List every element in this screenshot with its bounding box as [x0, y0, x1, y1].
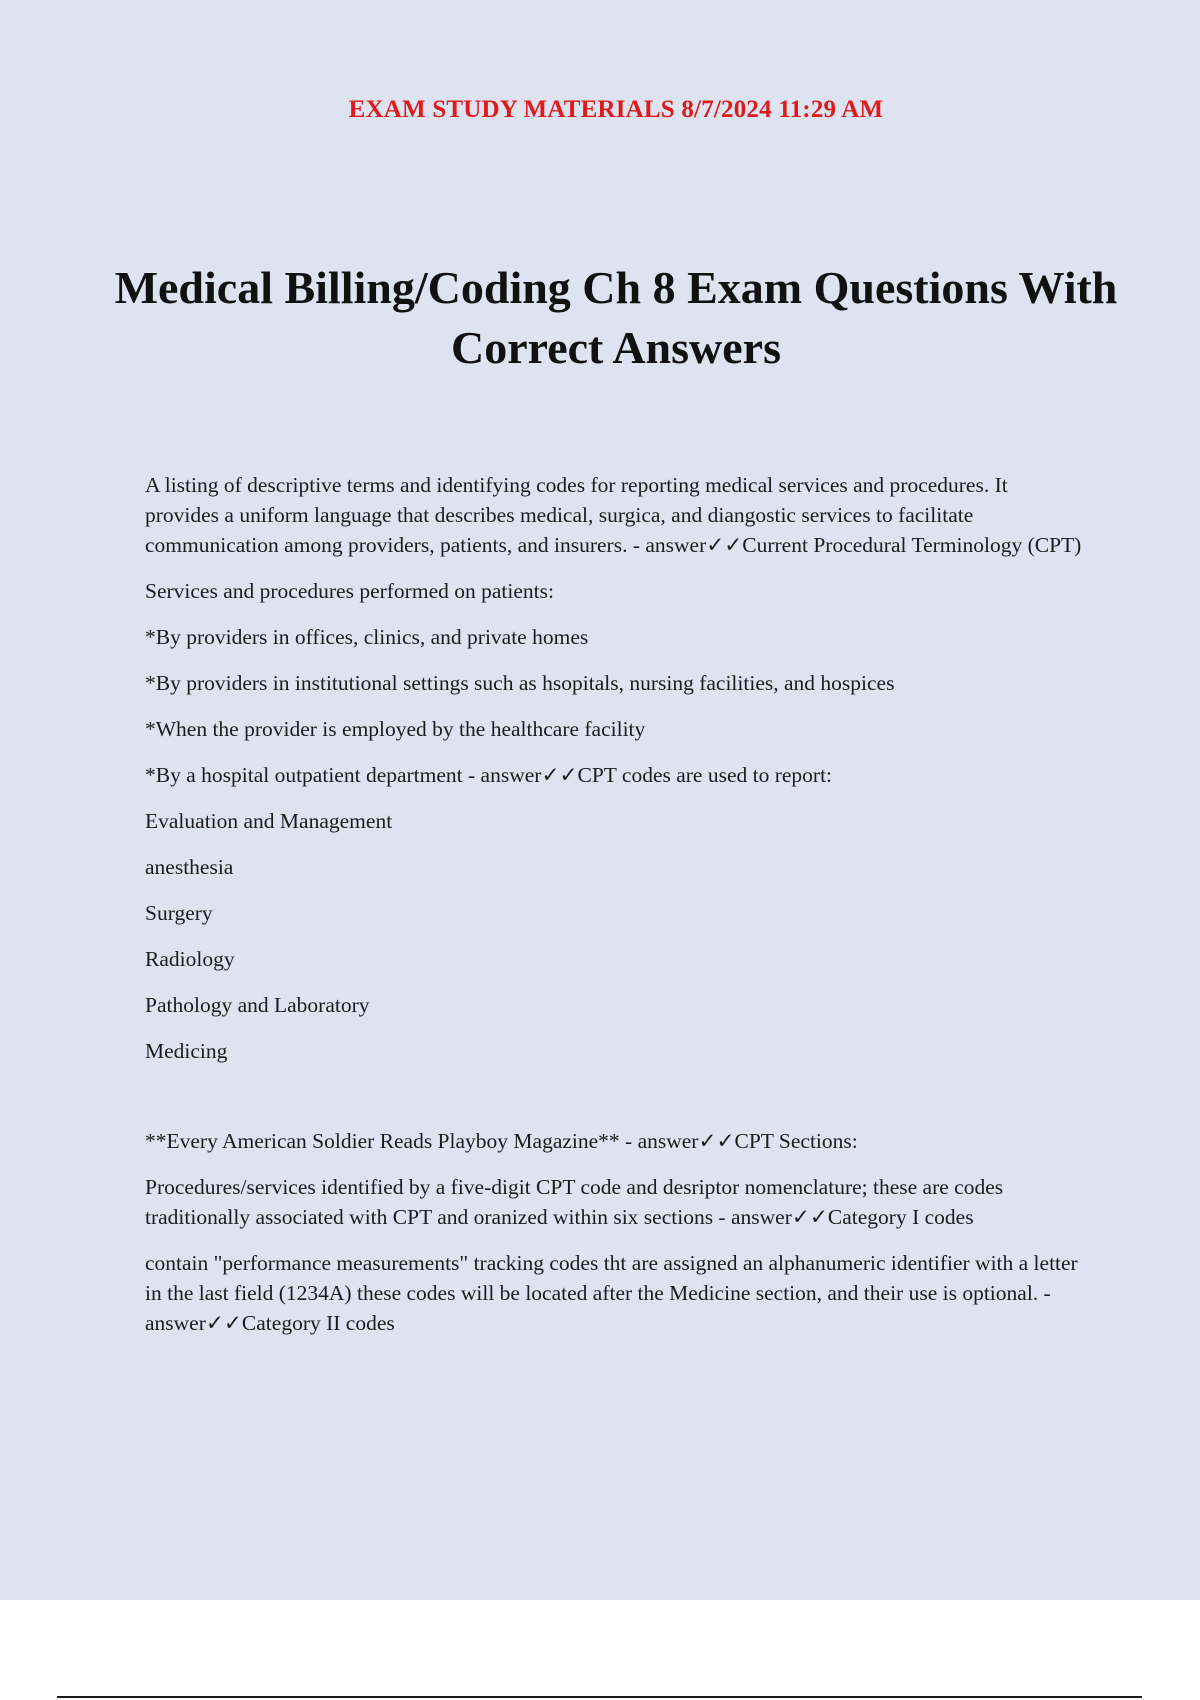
- paragraph: Radiology: [145, 947, 235, 971]
- footer-divider: [57, 1696, 1142, 1698]
- paragraph: Services and procedures performed on patients:: [145, 579, 554, 603]
- exam-stamp: EXAM STUDY MATERIALS 8/7/2024 11:29 AM: [348, 96, 884, 123]
- document-body: [145, 470, 1085, 1354]
- paragraph: A listing of descriptive terms and identifying codes for reporting medical services and procedures. It provides a uniform language that describes medical, surgica, and diangostic services to facilitate communication among providers, patients, and insurers. - answer✓✓Current Procedural Terminology (CPT): [145, 473, 1082, 557]
- paragraph: Pathology and Laboratory: [145, 993, 370, 1017]
- paragraph: *By providers in institutional settings such as hsopitals, nursing facilities, and hospices: [145, 671, 895, 695]
- paragraph: *By a hospital outpatient department - answer✓✓CPT codes are used to report:: [145, 763, 833, 787]
- section-gap: [145, 1082, 1085, 1126]
- paragraph: Surgery: [145, 901, 213, 925]
- paragraph: contain "performance measurements" tracking codes tht are assigned an alphanumeric identifier with a letter in the last field (1234A) these codes will be located after the Medicine section, and their use is optional. - answer✓✓Category II codes: [145, 1251, 1084, 1335]
- paragraph: *When the provider is employed by the healthcare facility: [145, 717, 646, 741]
- paragraph: *By providers in offices, clinics, and private homes: [145, 625, 589, 649]
- paragraph: Medicing: [145, 1039, 228, 1063]
- paragraph: **Every American Soldier Reads Playboy Magazine** - answer✓✓CPT Sections:: [145, 1129, 858, 1153]
- document-title: Medical Billing/Coding Ch 8 Exam Questions With Correct Answers: [114, 262, 1118, 373]
- paragraph: Procedures/services identified by a five-digit CPT code and desriptor nomenclature; these are codes traditionally associated with CPT and oranized within six sections - answer✓✓Category I codes: [145, 1175, 1009, 1229]
- paragraph: anesthesia: [145, 855, 234, 879]
- paragraph: Evaluation and Management: [145, 809, 393, 833]
